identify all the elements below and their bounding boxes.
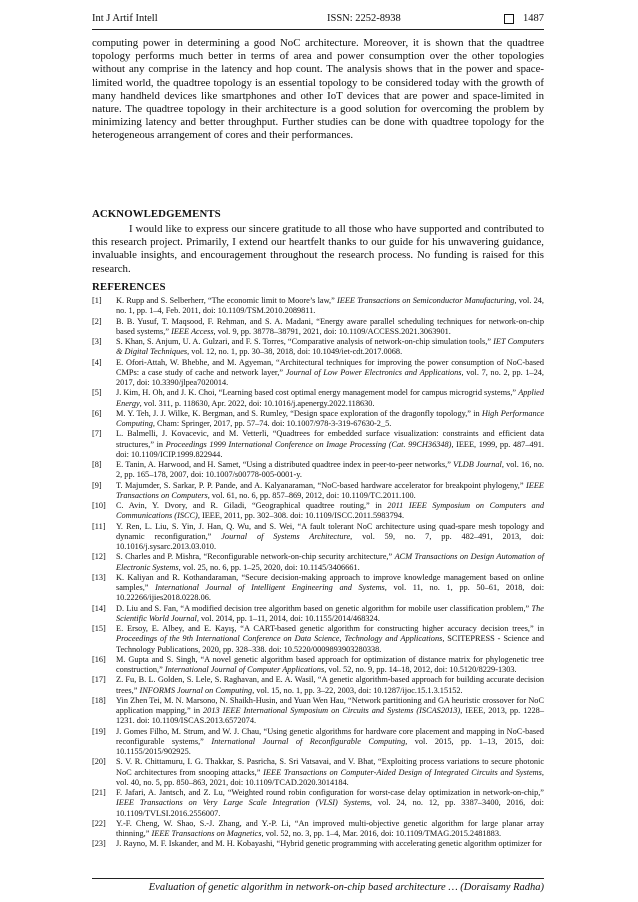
reference-details: , vol. 311, p. 118630, Apr. 2022, doi: 10.1016/j.apenergy.2022.118630.	[139, 398, 375, 408]
reference-authors-title: Z. Fu, B. L. Golden, S. Lele, S. Raghavan, and E. A. Wasil, “A genetic algorithm-based approach for building accurate decision trees,”	[116, 675, 544, 695]
reference-number: [4]	[92, 357, 102, 367]
reference-number: [18]	[92, 695, 106, 705]
reference-item	[92, 460, 544, 481]
reference-item	[92, 481, 544, 502]
reference-details: , vol. 2015, pp. 1–13, 2015, doi: 10.1155/2015/902925.	[116, 736, 544, 756]
reference-authors-title: Y.-F. Cheng, W. Shao, S.-J. Zhang, and Y.-P. Li, “An improved multi-objective genetic algorithm for large planar array thinning,”	[116, 818, 544, 838]
reference-details: , IEEE, 2011, pp. 302–308. doi: 10.1109/ISCC.2011.5983794.	[197, 511, 405, 521]
reference-venue: IEEE Transactions on Semiconductor Manufacturing	[336, 296, 515, 305]
reference-item	[92, 624, 544, 655]
reference-number: [15]	[92, 624, 106, 633]
reference-authors-title: J. Gomes Filho, M. Strum, and W. J. Chau, “Using genetic algorithms for hardware core placement and mapping in NoC-based reconfigurable systems,”	[116, 726, 544, 746]
reference-item	[92, 501, 544, 522]
reference-number: [14]	[92, 603, 106, 613]
issn: ISSN: 2252-8938	[327, 13, 401, 24]
reference-details: , vol. 15, no. 1, pp. 3–22, 2003, doi: 10.1287/ijoc.15.1.3.15152.	[252, 685, 463, 695]
reference-venue: INFORMS Journal on Computing	[139, 685, 253, 695]
reference-item	[92, 552, 544, 573]
reference-authors-title: L. Balmelli, J. Kovacevic, and M. Vetterli, “Quadtrees for embedded surface visualization: constraints and efficient data structures,” in	[116, 429, 544, 449]
reference-details: , vol. 7, no. 2, pp. 1–24, 2017, doi: 10.3390/jlpea7020014.	[116, 367, 544, 387]
reference-number: [16]	[92, 654, 106, 664]
reference-authors-title: Yin Zhen Tei, M. N. Marsono, N. Shaikh-Husin, and Yuan Wen Hau, “Network partitioning and GA heuristic crossover for NoC application mapping,” in	[116, 695, 544, 715]
reference-item	[92, 388, 544, 409]
reference-details: , vol. 12, no. 1, pp. 30–38, 2018, doi: 10.1049/iet-cdt.2017.0068.	[187, 347, 403, 357]
reference-details: , SCITEPRESS - Science and Technology Publications, 2020, pp. 328–338. doi: 10.5220/0009893903280338.	[116, 634, 544, 654]
reference-item	[92, 522, 544, 553]
reference-number: [8]	[92, 460, 102, 469]
reference-venue: ACM Transactions on Design Automation of Electronic Systems	[116, 552, 544, 572]
conclusion-paragraph: computing power in determining a good NoC architecture. Moreover, it is shown that the quadtree topology performs much better in terms of area and power consumption over the other topologies without any comprise in the latency and hop count. The analysis shows that in the power and space-limited world, the quadtree topology is an essential topology to be considered today with the growth of many handheld devices like smartphones and other IoT devices that are power and space-limited in nature. The quadtree topology in their architecture is a good solution for overcoming the problem by minimizing latency and better throughput. Further studies can be done with quadtree topology for the heterogeneous arrangement of cores and their performances.	[92, 37, 544, 142]
reference-details: , vol. 52, no. 3, pp. 1–4, Mar. 2016, doi: 10.1109/TMAG.2015.2481883.	[261, 829, 502, 838]
reference-authors-title: E. Ofori-Attah, W. Bhebhe, and M. Agyeman, “Architectural techniques for improving the power consumption of NoC-based CMPs: a case study of cache and network layer,”	[116, 357, 544, 377]
page-number: 1487	[523, 13, 544, 24]
reference-item	[92, 296, 544, 317]
reference-venue: VLDB Journal	[453, 460, 502, 469]
running-header	[92, 13, 544, 30]
reference-venue: 2011 IEEE Symposium on Computers and Communications (ISCC)	[116, 501, 544, 521]
reference-venue: International Journal of Reconfigurable Computing	[211, 736, 406, 746]
reference-venue: Proceedings of the 9th International Conference on Data Science, Technology and Applications	[116, 634, 443, 644]
reference-number: [5]	[92, 388, 102, 398]
reference-authors-title: C. Avin, Y. Dvory, and R. Giladi, “Geographical quadtree routing,” in	[116, 501, 388, 510]
reference-details: , vol. 16, no. 2, pp. 165–178, 2007, doi: 10.1007/s00778-005-0001-y.	[116, 460, 544, 480]
reference-item	[92, 788, 544, 819]
reference-details: , vol. 9, pp. 38778–38791, 2021, doi: 10.1109/ACCESS.2021.3063901.	[213, 326, 451, 336]
reference-item	[92, 317, 544, 338]
reference-venue: International Journal of Computer Applications	[164, 665, 325, 674]
reference-authors-title: S. V. R. Chittamuru, I. G. Thakkar, S. Pasricha, S. Sri Vatsavai, and V. Bhat, “Exploiting process variations to secure photonic NoC architectures from snooping attacks,”	[116, 757, 544, 777]
reference-venue: International Journal of Intelligent Engineering and Systems	[155, 583, 385, 592]
reference-details: , Cham: Springer, 2017, pp. 57–74. doi: 10.1007/978-3-319-67630-2_5.	[152, 419, 392, 428]
reference-number: [12]	[92, 552, 106, 562]
reference-authors-title: D. Liu and S. Fan, “A modified decision tree algorithm based on genetic algorithm for mobile user classification problem,”	[116, 603, 532, 613]
checkbox-square-icon	[504, 14, 514, 24]
reference-venue: IET Computers & Digital Techniques	[116, 337, 544, 357]
reference-item	[92, 655, 544, 676]
reference-venue: IEEE Transactions on Magnetics	[151, 829, 262, 838]
reference-number: [3]	[92, 337, 102, 346]
journal-name: Int J Artif Intell	[92, 13, 158, 24]
reference-venue: Journal of Systems Architecture	[221, 531, 351, 541]
running-footer	[92, 878, 544, 893]
reference-details: , vol. 11, no. 1, pp. 50–61, 2018, doi: 10.22266/ijies2018.0228.06.	[116, 583, 545, 603]
reference-authors-title: Y. Ren, L. Liu, S. Yin, J. Han, Q. Wu, and S. Wei, “A fault tolerant NoC architecture using quad-spare mesh topology and dynamic reconfiguration,”	[116, 521, 544, 541]
reference-details: , vol. 24, no. 1, pp. 1–4, Feb. 2011, doi: 10.1109/TSM.2010.2089811.	[116, 296, 544, 316]
reference-item	[92, 839, 544, 849]
acknowledgements-paragraph: I would like to express our sincere gratitude to all those who have supported and contributed to this research project. Primarily, I extend our heartfelt thanks to our guide for his unwavering guidance, invaluable insights, and encouragement throughout the research process. No funding is raised for this research.	[92, 223, 544, 275]
reference-venue: Journal of Low Power Electronics and Applications	[285, 367, 462, 377]
reference-number: [11]	[92, 521, 106, 531]
reference-details: , vol. 61, no. 6, pp. 857–869, 2012, doi: 10.1109/TC.2011.100.	[207, 490, 416, 500]
reference-authors-title: M. Y. Teh, J. J. Wilke, K. Bergman, and S. Rumley, “Design space exploration of the dragonfly topology,” in	[116, 408, 482, 418]
reference-venue: 2013 IEEE International Symposium on Circuits and Systems (ISCAS2013)	[203, 706, 461, 715]
reference-venue: IEEE Access	[171, 326, 214, 336]
reference-details: , vol. 52, no. 9, pp. 14–18, 2012, doi: 10.5120/8229-1303.	[324, 665, 517, 674]
reference-details: , vol. 25, no. 6, pp. 1–25, 2020, doi: 10.1145/3406661.	[178, 562, 360, 572]
reference-number: [22]	[92, 818, 106, 828]
reference-item	[92, 696, 544, 727]
reference-number: [9]	[92, 480, 102, 490]
reference-number: [2]	[92, 316, 102, 326]
reference-authors-title: K. Rupp and S. Selberherr, “The economic limit to Moore’s law,”	[116, 296, 337, 305]
reference-venue: Applied Energy	[116, 388, 544, 408]
acknowledgements-heading: ACKNOWLEDGEMENTS	[92, 208, 221, 220]
reference-item	[92, 819, 544, 840]
reference-number: [1]	[92, 296, 102, 305]
reference-details: , vol. 59, no. 7, pp. 482–491, 2013, doi: 10.1016/j.sysarc.2013.03.010.	[116, 531, 544, 551]
reference-number: [23]	[92, 839, 106, 849]
reference-authors-title: F. Jafari, A. Jantsch, and Z. Lu, “Weighted round robin configuration for worst-case delay optimization in network-on-chip,”	[116, 788, 544, 797]
reference-authors-title: J. Kim, H. Oh, and J. K. Choi, “Learning based cost optimal energy management model for campus microgrid systems,”	[116, 388, 519, 398]
reference-number: [7]	[92, 429, 102, 439]
reference-details: , IEEE, 2013, pp. 1228–1231. doi: 10.1109/ISCAS.2013.6572074.	[116, 706, 544, 726]
reference-item	[92, 757, 544, 788]
reference-number: [21]	[92, 788, 106, 797]
reference-venue: IEEE Transactions on Computer-Aided Design of Integrated Circuits and Systems	[263, 767, 542, 777]
page-number-group	[504, 13, 544, 24]
reference-item	[92, 358, 544, 389]
reference-venue: High Performance Computing	[116, 408, 545, 428]
references-heading: REFERENCES	[92, 281, 166, 293]
reference-number: [6]	[92, 408, 102, 418]
reference-authors-title: T. Majumder, S. Sarkar, P. P. Pande, and A. Kalyanaraman, “NoC-based hardware accelerator for breakpoint phylogeny,”	[116, 480, 527, 490]
reference-authors-title: K. Kaliyan and R. Kothandaraman, “Secure decision-making approach to improve knowledge management based on online samples,”	[116, 572, 544, 592]
reference-number: [10]	[92, 501, 106, 510]
reference-item	[92, 429, 544, 460]
reference-item	[92, 573, 544, 604]
reference-item	[92, 409, 544, 430]
reference-number: [19]	[92, 726, 106, 736]
reference-number: [13]	[92, 572, 106, 582]
reference-number: [20]	[92, 757, 106, 767]
reference-authors-title: J. Rayno, M. F. Iskander, and M. H. Kobayashi, “Hybrid genetic programming with accelerating genetic algorithm optimizer for	[116, 839, 542, 849]
reference-authors-title: E. Tanin, A. Harwood, and H. Samet, “Using a distributed quadtree index in peer-to-peer networks,”	[116, 460, 454, 469]
reference-venue: The Scientific World Journal	[116, 603, 544, 623]
reference-details: , IEEE, 1999, pp. 487–491. doi: 10.1109/ICIP.1999.822944.	[116, 439, 544, 459]
reference-item	[92, 337, 544, 358]
reference-venue: IEEE Transactions on Very Large Scale Integration (VLSI) Systems	[116, 798, 370, 808]
reference-authors-title: B. B. Yusuf, T. Maqsood, F. Rehman, and S. A. Madani, “Energy aware parallel scheduling techniques for network-on-chip based systems,”	[116, 316, 544, 336]
reference-authors-title: S. Charles and P. Mishra, “Reconfigurable network-on-chip security architecture,”	[116, 552, 395, 562]
reference-venue: Proceedings 1999 International Conference on Image Processing (Cat. 99CH36348)	[165, 439, 452, 449]
reference-authors-title: M. Gupta and S. Singh, “A novel genetic algorithm based approach for optimization of distance matrix for phylogenetic tree construction,”	[116, 654, 544, 674]
reference-details: , vol. 40, no. 5, pp. 850–863, 2021, doi: 10.1109/TCAD.2020.3014184.	[116, 767, 544, 787]
reference-item	[92, 727, 544, 758]
reference-item	[92, 604, 544, 625]
reference-item	[92, 675, 544, 696]
reference-authors-title: E. Ersoy, E. Albey, and E. Kayış, “A CART-based genetic algorithm for constructing higher accuracy decision trees,” in	[116, 624, 544, 633]
reference-venue: IEEE Transactions on Computers	[116, 480, 544, 500]
reference-authors-title: S. Khan, S. Anjum, U. A. Gulzari, and F. S. Torres, “Comparative analysis of network-on-chip simulation tools,”	[116, 337, 494, 346]
reference-number: [17]	[92, 675, 106, 685]
footer-text: Evaluation of genetic algorithm in network-on-chip based architecture … (Doraisamy Radha)	[148, 882, 544, 893]
reference-details: , vol. 2014, pp. 1–11, 2014, doi: 10.1155/2014/468324.	[196, 613, 380, 623]
references-list	[92, 296, 544, 850]
reference-details: , vol. 24, no. 12, pp. 3387–3400, 2016, doi: 10.1109/TVLSI.2016.2556007.	[116, 798, 544, 818]
